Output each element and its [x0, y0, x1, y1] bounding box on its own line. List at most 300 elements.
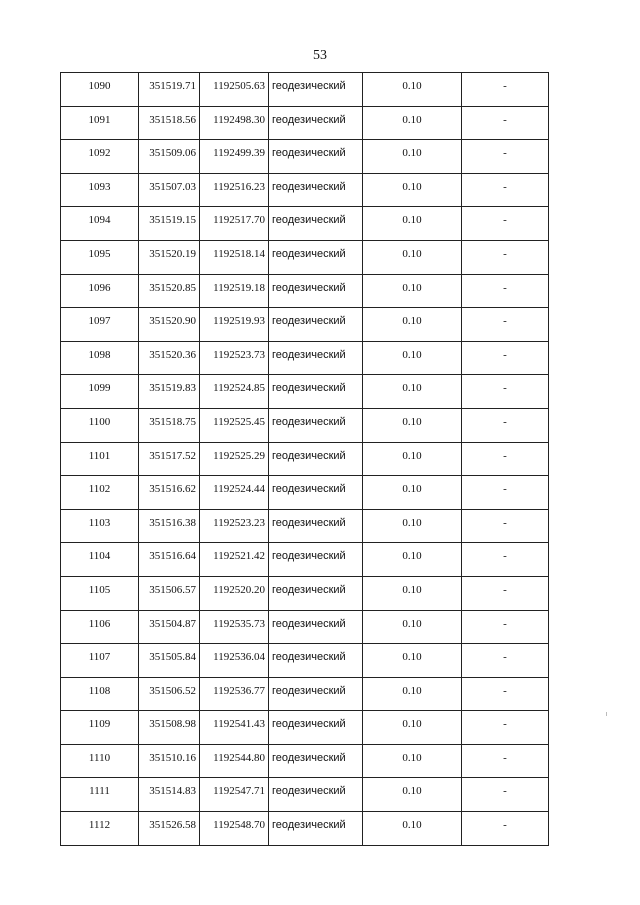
y-coordinate-cell-text: 1192524.85	[213, 382, 265, 395]
note-cell	[462, 610, 549, 644]
x-coordinate-cell-text: 351507.03	[149, 180, 196, 193]
method-cell-text: геодезический	[272, 516, 346, 529]
accuracy-cell	[363, 677, 462, 711]
accuracy-cell-text: 0.10	[402, 214, 422, 227]
y-coordinate-cell-text: 1192536.77	[213, 684, 265, 697]
x-coordinate-cell-text: 351520.19	[149, 247, 196, 260]
point-number-cell	[61, 106, 139, 140]
x-coordinate-cell	[139, 408, 200, 442]
accuracy-cell-text: 0.10	[402, 550, 422, 563]
table-row	[61, 274, 549, 308]
y-coordinate-cell	[200, 274, 269, 308]
point-number-cell	[61, 73, 139, 107]
y-coordinate-cell	[200, 240, 269, 274]
accuracy-cell	[363, 610, 462, 644]
method-cell-text: геодезический	[272, 684, 346, 697]
x-coordinate-cell-text: 351516.64	[149, 550, 196, 563]
table-row	[61, 140, 549, 174]
x-coordinate-cell	[139, 308, 200, 342]
accuracy-cell	[363, 408, 462, 442]
accuracy-cell	[363, 140, 462, 174]
x-coordinate-cell-text: 351508.98	[149, 718, 196, 731]
note-cell	[462, 375, 549, 409]
note-cell	[462, 509, 549, 543]
y-coordinate-cell	[200, 744, 269, 778]
method-cell	[269, 341, 363, 375]
x-coordinate-cell-text: 351514.83	[149, 785, 196, 798]
table-row	[61, 576, 549, 610]
point-number-cell	[61, 644, 139, 678]
table-row	[61, 375, 549, 409]
table-row	[61, 509, 549, 543]
accuracy-cell	[363, 173, 462, 207]
y-coordinate-cell-text: 1192524.44	[213, 483, 265, 496]
accuracy-cell-text: 0.10	[402, 348, 422, 361]
point-number-cell	[61, 509, 139, 543]
point-number-cell	[61, 543, 139, 577]
point-number-cell	[61, 274, 139, 308]
note-cell-text: -	[503, 483, 507, 496]
accuracy-cell	[363, 476, 462, 510]
method-cell-text: геодезический	[272, 617, 346, 630]
accuracy-cell	[363, 711, 462, 745]
y-coordinate-cell-text: 1192544.80	[213, 751, 265, 764]
method-cell-text: геодезический	[272, 415, 346, 428]
note-cell	[462, 140, 549, 174]
note-cell	[462, 442, 549, 476]
x-coordinate-cell	[139, 240, 200, 274]
method-cell	[269, 744, 363, 778]
accuracy-cell-text: 0.10	[402, 315, 422, 328]
accuracy-cell	[363, 744, 462, 778]
y-coordinate-cell-text: 1192525.29	[213, 449, 265, 462]
method-cell	[269, 173, 363, 207]
accuracy-cell-text: 0.10	[402, 247, 422, 260]
method-cell-text: геодезический	[272, 113, 346, 126]
method-cell	[269, 73, 363, 107]
method-cell	[269, 308, 363, 342]
accuracy-cell	[363, 509, 462, 543]
method-cell	[269, 476, 363, 510]
x-coordinate-cell-text: 351517.52	[149, 449, 196, 462]
point-number-cell-text: 1111	[89, 785, 110, 798]
accuracy-cell	[363, 341, 462, 375]
x-coordinate-cell	[139, 812, 200, 846]
table-row	[61, 644, 549, 678]
note-cell	[462, 644, 549, 678]
method-cell	[269, 812, 363, 846]
point-number-cell-text: 1095	[88, 247, 111, 260]
method-cell-text: геодезический	[272, 315, 346, 328]
x-coordinate-cell	[139, 778, 200, 812]
note-cell-text: -	[503, 214, 507, 227]
note-cell-text: -	[503, 617, 507, 630]
method-cell	[269, 778, 363, 812]
x-coordinate-cell-text: 351505.84	[149, 651, 196, 664]
note-cell-text: -	[503, 247, 507, 260]
y-coordinate-cell	[200, 576, 269, 610]
note-cell	[462, 73, 549, 107]
table-row	[61, 677, 549, 711]
x-coordinate-cell	[139, 341, 200, 375]
note-cell	[462, 408, 549, 442]
table-row	[61, 744, 549, 778]
x-coordinate-cell	[139, 106, 200, 140]
point-number-cell-text: 1108	[88, 684, 111, 697]
accuracy-cell-text: 0.10	[402, 819, 422, 832]
x-coordinate-cell-text: 351520.90	[149, 315, 196, 328]
point-number-cell-text: 1094	[88, 214, 111, 227]
y-coordinate-cell-text: 1192535.73	[213, 617, 265, 630]
accuracy-cell	[363, 375, 462, 409]
method-cell-text: геодезический	[272, 819, 346, 832]
method-cell-text: геодезический	[272, 785, 346, 798]
note-cell	[462, 476, 549, 510]
point-number-cell	[61, 576, 139, 610]
x-coordinate-cell	[139, 610, 200, 644]
note-cell	[462, 341, 549, 375]
y-coordinate-cell	[200, 341, 269, 375]
point-number-cell-text: 1092	[88, 147, 111, 160]
x-coordinate-cell-text: 351504.87	[149, 617, 196, 630]
point-number-cell-text: 1098	[88, 348, 111, 361]
y-coordinate-cell-text: 1192498.30	[213, 113, 265, 126]
point-number-cell-text: 1096	[88, 281, 111, 294]
note-cell	[462, 207, 549, 241]
y-coordinate-cell	[200, 308, 269, 342]
point-number-cell	[61, 442, 139, 476]
method-cell-text: геодезический	[272, 147, 346, 160]
y-coordinate-cell	[200, 73, 269, 107]
accuracy-cell-text: 0.10	[402, 617, 422, 630]
note-cell-text: -	[503, 516, 507, 529]
x-coordinate-cell	[139, 644, 200, 678]
point-number-cell-text: 1104	[88, 550, 111, 563]
method-cell-text: геодезический	[272, 281, 346, 294]
point-number-cell-text: 1099	[88, 382, 111, 395]
accuracy-cell-text: 0.10	[402, 516, 422, 529]
accuracy-cell-text: 0.10	[402, 415, 422, 428]
x-coordinate-cell	[139, 442, 200, 476]
method-cell	[269, 711, 363, 745]
accuracy-cell	[363, 442, 462, 476]
point-number-cell	[61, 677, 139, 711]
y-coordinate-cell	[200, 140, 269, 174]
method-cell-text: геодезический	[272, 550, 346, 563]
method-cell-text: геодезический	[272, 382, 346, 395]
y-coordinate-cell-text: 1192525.45	[213, 415, 265, 428]
method-cell	[269, 677, 363, 711]
accuracy-cell-text: 0.10	[402, 718, 422, 731]
accuracy-cell-text: 0.10	[402, 483, 422, 496]
method-cell	[269, 207, 363, 241]
y-coordinate-cell-text: 1192519.18	[213, 281, 265, 294]
y-coordinate-cell-text: 1192520.20	[213, 583, 265, 596]
method-cell-text: геодезический	[272, 483, 346, 496]
accuracy-cell-text: 0.10	[402, 113, 422, 126]
accuracy-cell	[363, 576, 462, 610]
y-coordinate-cell-text: 1192536.04	[213, 651, 265, 664]
x-coordinate-cell-text: 351519.83	[149, 382, 196, 395]
accuracy-cell-text: 0.10	[402, 583, 422, 596]
method-cell-text: геодезический	[272, 449, 346, 462]
y-coordinate-cell	[200, 711, 269, 745]
point-number-cell	[61, 408, 139, 442]
point-number-cell	[61, 240, 139, 274]
margin-mark	[606, 712, 607, 716]
note-cell-text: -	[503, 281, 507, 294]
y-coordinate-cell	[200, 778, 269, 812]
table-row	[61, 240, 549, 274]
accuracy-cell-text: 0.10	[402, 751, 422, 764]
y-coordinate-cell	[200, 677, 269, 711]
accuracy-cell-text: 0.10	[402, 382, 422, 395]
method-cell	[269, 106, 363, 140]
accuracy-cell-text: 0.10	[402, 449, 422, 462]
point-number-cell-text: 1091	[88, 113, 111, 126]
table-row	[61, 476, 549, 510]
point-number-cell	[61, 341, 139, 375]
point-number-cell-text: 1106	[88, 617, 111, 630]
coordinates-table-body	[61, 73, 549, 846]
x-coordinate-cell	[139, 677, 200, 711]
x-coordinate-cell-text: 351520.85	[149, 281, 196, 294]
x-coordinate-cell	[139, 711, 200, 745]
point-number-cell	[61, 778, 139, 812]
note-cell-text: -	[503, 449, 507, 462]
note-cell	[462, 274, 549, 308]
point-number-cell-text: 1107	[88, 651, 111, 664]
x-coordinate-cell-text: 351506.52	[149, 684, 196, 697]
y-coordinate-cell	[200, 812, 269, 846]
point-number-cell-text: 1097	[88, 315, 111, 328]
table-row	[61, 73, 549, 107]
x-coordinate-cell	[139, 173, 200, 207]
accuracy-cell-text: 0.10	[402, 80, 422, 92]
note-cell-text: -	[503, 147, 507, 160]
y-coordinate-cell	[200, 543, 269, 577]
note-cell	[462, 744, 549, 778]
accuracy-cell	[363, 240, 462, 274]
note-cell	[462, 576, 549, 610]
table-row	[61, 207, 549, 241]
x-coordinate-cell-text: 351519.15	[149, 214, 196, 227]
y-coordinate-cell-text: 1192521.42	[213, 550, 265, 563]
note-cell	[462, 308, 549, 342]
y-coordinate-cell-text: 1192516.23	[213, 180, 265, 193]
note-cell-text: -	[503, 348, 507, 361]
method-cell-text: геодезический	[272, 214, 346, 227]
note-cell-text: -	[503, 785, 507, 798]
note-cell-text: -	[503, 382, 507, 395]
accuracy-cell-text: 0.10	[402, 651, 422, 664]
x-coordinate-cell-text: 351520.36	[149, 348, 196, 361]
y-coordinate-cell	[200, 644, 269, 678]
table-row	[61, 308, 549, 342]
note-cell	[462, 106, 549, 140]
note-cell	[462, 240, 549, 274]
x-coordinate-cell-text: 351516.62	[149, 483, 196, 496]
note-cell	[462, 677, 549, 711]
point-number-cell-text: 1105	[88, 583, 111, 596]
accuracy-cell	[363, 543, 462, 577]
x-coordinate-cell-text: 351518.56	[149, 113, 196, 126]
method-cell-text: геодезический	[272, 348, 346, 361]
y-coordinate-cell-text: 1192519.93	[213, 315, 265, 328]
point-number-cell	[61, 610, 139, 644]
method-cell	[269, 543, 363, 577]
point-number-cell	[61, 711, 139, 745]
x-coordinate-cell-text: 351519.71	[149, 80, 196, 92]
y-coordinate-cell-text: 1192517.70	[213, 214, 265, 227]
table-row	[61, 711, 549, 745]
method-cell-text: геодезический	[272, 651, 346, 664]
point-number-cell	[61, 476, 139, 510]
accuracy-cell	[363, 207, 462, 241]
point-number-cell	[61, 207, 139, 241]
method-cell-text: геодезический	[272, 718, 346, 731]
accuracy-cell	[363, 106, 462, 140]
x-coordinate-cell	[139, 744, 200, 778]
note-cell	[462, 778, 549, 812]
table-row	[61, 812, 549, 846]
y-coordinate-cell	[200, 106, 269, 140]
point-number-cell-text: 1100	[88, 415, 111, 428]
y-coordinate-cell	[200, 375, 269, 409]
point-number-cell-text: 1109	[88, 718, 111, 731]
note-cell-text: -	[503, 583, 507, 596]
y-coordinate-cell-text: 1192505.63	[213, 80, 265, 92]
method-cell	[269, 576, 363, 610]
method-cell-text: геодезический	[272, 751, 346, 764]
y-coordinate-cell	[200, 442, 269, 476]
point-number-cell-text: 1090	[88, 80, 111, 92]
method-cell	[269, 644, 363, 678]
point-number-cell	[61, 173, 139, 207]
point-number-cell	[61, 812, 139, 846]
note-cell-text: -	[503, 819, 507, 832]
note-cell-text: -	[503, 651, 507, 664]
y-coordinate-cell	[200, 173, 269, 207]
table-row	[61, 778, 549, 812]
method-cell	[269, 408, 363, 442]
note-cell-text: -	[503, 550, 507, 563]
x-coordinate-cell-text: 351510.16	[149, 751, 196, 764]
method-cell	[269, 140, 363, 174]
point-number-cell	[61, 744, 139, 778]
method-cell	[269, 274, 363, 308]
method-cell	[269, 442, 363, 476]
note-cell-text: -	[503, 415, 507, 428]
x-coordinate-cell	[139, 509, 200, 543]
accuracy-cell	[363, 778, 462, 812]
y-coordinate-cell	[200, 207, 269, 241]
table-row	[61, 173, 549, 207]
point-number-cell	[61, 308, 139, 342]
accuracy-cell	[363, 812, 462, 846]
y-coordinate-cell-text: 1192518.14	[213, 247, 265, 260]
accuracy-cell-text: 0.10	[402, 180, 422, 193]
note-cell-text: -	[503, 751, 507, 764]
table-row	[61, 543, 549, 577]
x-coordinate-cell-text: 351526.58	[149, 819, 196, 832]
point-number-cell-text: 1110	[88, 751, 111, 764]
note-cell-text: -	[503, 180, 507, 193]
note-cell-text: -	[503, 113, 507, 126]
method-cell-text: геодезический	[272, 80, 346, 92]
x-coordinate-cell	[139, 207, 200, 241]
method-cell	[269, 240, 363, 274]
note-cell-text: -	[503, 315, 507, 328]
y-coordinate-cell-text: 1192541.43	[213, 718, 265, 731]
point-number-cell	[61, 375, 139, 409]
y-coordinate-cell	[200, 476, 269, 510]
note-cell-text: -	[503, 718, 507, 731]
point-number-cell-text: 1112	[88, 819, 111, 832]
coordinates-table	[60, 72, 549, 846]
method-cell	[269, 610, 363, 644]
x-coordinate-cell	[139, 476, 200, 510]
table-row	[61, 408, 549, 442]
x-coordinate-cell	[139, 140, 200, 174]
accuracy-cell	[363, 274, 462, 308]
x-coordinate-cell	[139, 274, 200, 308]
note-cell	[462, 812, 549, 846]
method-cell-text: геодезический	[272, 583, 346, 596]
x-coordinate-cell	[139, 375, 200, 409]
x-coordinate-cell-text: 351509.06	[149, 147, 196, 160]
y-coordinate-cell-text: 1192548.70	[213, 819, 265, 832]
point-number-cell	[61, 140, 139, 174]
x-coordinate-cell-text: 351516.38	[149, 516, 196, 529]
y-coordinate-cell-text: 1192523.23	[213, 516, 265, 529]
y-coordinate-cell	[200, 509, 269, 543]
method-cell-text: геодезический	[272, 180, 346, 193]
accuracy-cell-text: 0.10	[402, 684, 422, 697]
y-coordinate-cell-text: 1192547.71	[213, 785, 265, 798]
point-number-cell-text: 1093	[88, 180, 111, 193]
x-coordinate-cell	[139, 73, 200, 107]
point-number-cell-text: 1101	[88, 449, 111, 462]
table-row	[61, 610, 549, 644]
x-coordinate-cell-text: 351518.75	[149, 415, 196, 428]
y-coordinate-cell-text: 1192523.73	[213, 348, 265, 361]
note-cell-text: -	[503, 684, 507, 697]
accuracy-cell-text: 0.10	[402, 281, 422, 294]
accuracy-cell	[363, 73, 462, 107]
accuracy-cell-text: 0.10	[402, 147, 422, 160]
note-cell	[462, 711, 549, 745]
method-cell-text: геодезический	[272, 247, 346, 260]
table-row	[61, 442, 549, 476]
y-coordinate-cell-text: 1192499.39	[213, 147, 265, 160]
accuracy-cell-text: 0.10	[402, 785, 422, 798]
point-number-cell-text: 1102	[88, 483, 111, 496]
method-cell	[269, 375, 363, 409]
x-coordinate-cell	[139, 543, 200, 577]
accuracy-cell	[363, 308, 462, 342]
x-coordinate-cell-text: 351506.57	[149, 583, 196, 596]
table-row	[61, 341, 549, 375]
accuracy-cell	[363, 644, 462, 678]
note-cell	[462, 173, 549, 207]
y-coordinate-cell	[200, 408, 269, 442]
page-number: 53	[313, 48, 327, 63]
method-cell	[269, 509, 363, 543]
x-coordinate-cell	[139, 576, 200, 610]
table-row	[61, 106, 549, 140]
y-coordinate-cell	[200, 610, 269, 644]
